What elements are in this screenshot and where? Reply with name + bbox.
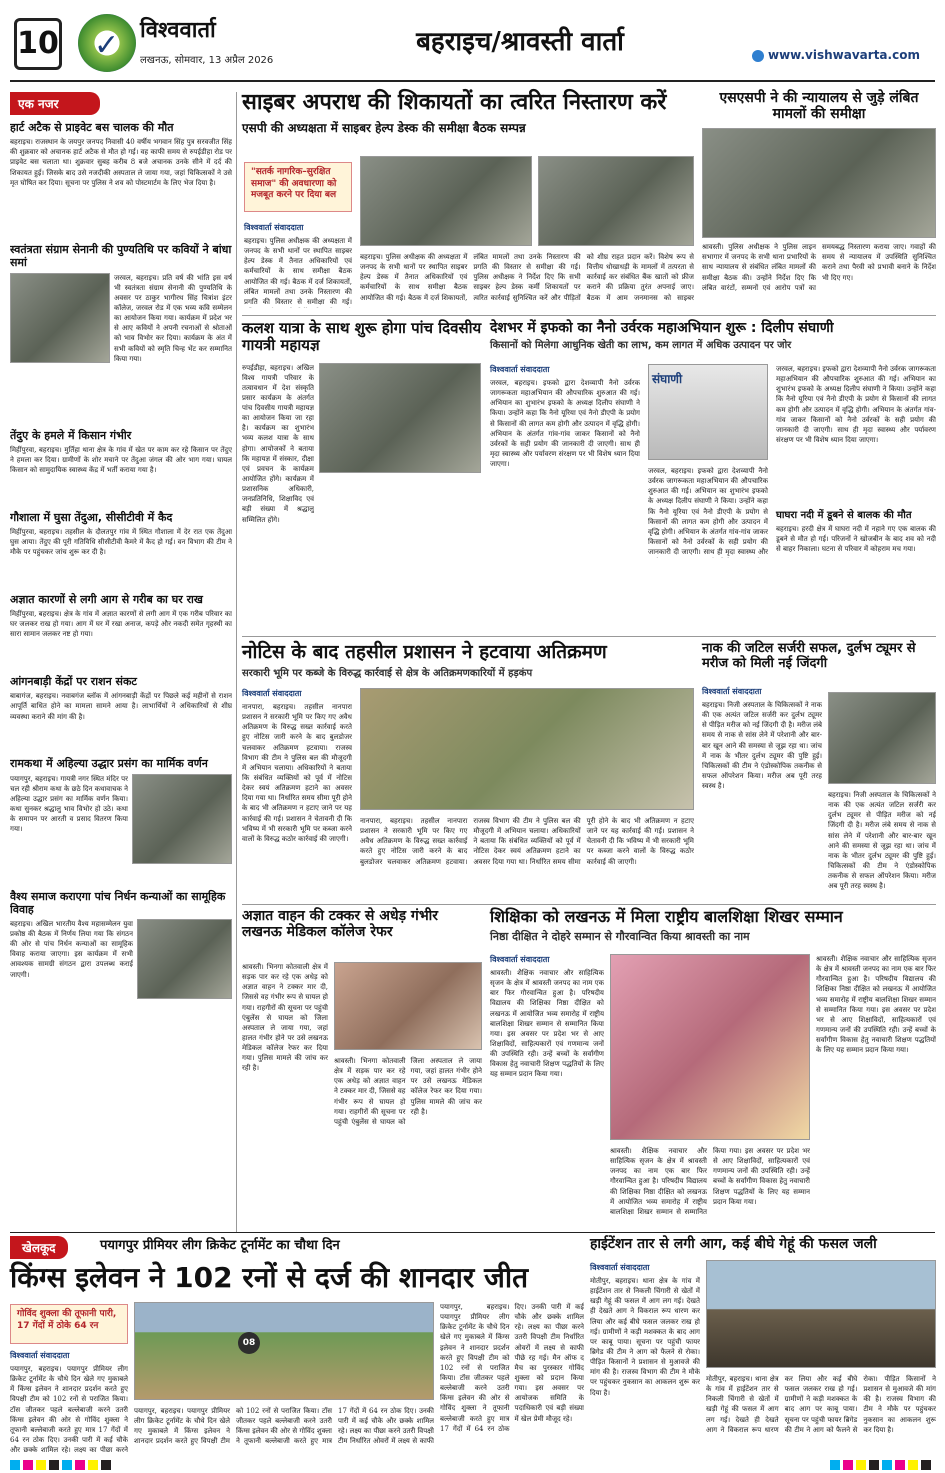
- story-body-cont: श्रावस्ती। शैक्षिक नवाचार और साहित्यिक सृजन के क्षेत्र में श्रावस्ती जनपद का नाम एक बार फिर गौरवान्वित हुआ है। परिषदीय विद्यालय की शिक्षिका निष्ठा दीक्षित को लखनऊ में आयोजित भव्य समारोह में राष्ट्रीय बालशिक्षा शिखर सम्मान से सम्मानित किया गया। इस अवसर पर प्रदेश भर से आए शिक्षाविदों, साहित्यकारों एवं गणमान्य जनों की उपस्थिति रही। उन्हें बच्चों के सर्वांगीण विकास हेतु नवाचारी शिक्षण पद्धतियों के लिए यह सम्मान प्रदान किया गया।: [610, 1147, 810, 1216]
- story-byline: विश्ववार्ता संवाददाता: [242, 689, 302, 698]
- story-body: मोतीपुर, बहराइच। थाना क्षेत्र के गांव में हाईटेंशन तार से निकली चिंगारी से खेतों में खड़ी गेहूं की फसल में आग लग गई। देखते ही देखते आग ने विकराल रूप धारण कर लिया और कई बीघे फसल जलकर राख हो गई। ग्रामीणों ने कड़ी मशक्कत के बाद आग पर काबू पाया। सूचना पर पहुंची फायर ब्रिगेड की टीम ने आग को फैलने से रोका। पीड़ित किसानों ने प्रशासन से मुआवजे की मांग की है। राजस्व विभाग की टीम ने मौके पर पहुंचकर नुकसान का आकलन शुरू कर दिया है।: [590, 1277, 700, 1397]
- sidebar-item-headline: हार्ट अटैक से प्राइवेट बस चालक की मौत: [10, 121, 174, 134]
- sidebar-item-headline: आंगनबाड़ी केंद्रों पर राशन संकट: [10, 675, 137, 689]
- ghaghra-box: [776, 510, 936, 570]
- story-body: बहराइच। हरदी क्षेत्र में घाघरा नदी में नहाने गए एक बालक की डूबने से मौत हो गई। परिजनों ने खोजबीन के बाद शव को नदी से बाहर निकाला। घटना से परिवार में कोहराम मच गया।: [776, 525, 936, 554]
- sidebar-item-headline: स्वतंत्रता संग्राम सेनानी की पुण्यतिथि पर कवियों ने बांधा समां: [10, 243, 232, 270]
- story-body-cont: पयागपुर, बहराइच। पयागपुर प्रीमियर लीग क्रिकेट टूर्नामेंट के चौथे दिन खेले गए मुकाबले में किंग्स इलेवन ने शानदार प्रदर्शन करते हुए विपक्षी टीम को 102 रनों से पराजित किया। टॉस जीतकर पहले बल्लेबाजी करने उतरी किंग्स इलेवन की ओर से गोविंद शुक्ला ने तूफानी बल्लेबाजी करते हुए मात्र 17 गेंदों में 64 रन ठोक दिए। उनकी पारी में कई चौके और छक्के शामिल रहे। लक्ष्य का पीछा करने उतरी विपक्षी टीम निर्धारित ओवरों में लक्ष्य से काफी: [134, 1407, 434, 1446]
- story-body: रुपईडीहा, बहराइच। अखिल विश्व गायत्री परिवार के तत्वावधान में देश संस्कृति प्रसार कार्यक्रम के अंतर्गत पांच दिवसीय गायत्री महायज्ञ का आयोजन किया जा रहा है। कार्यक्रम का शुभारंभ भव्य कलश यात्रा के साथ होगा। आयोजकों ने बताया कि महायज्ञ में संस्कार, दीक्षा एवं प्रवचन के कार्यक्रम आयोजित होंगे। कार्यक्रम में प्रशासनिक अधिकारी, जनप्रतिनिधि, शिक्षाविद एवं बड़ी संख्या में श्रद्धालु सम्मिलित होंगे।: [242, 363, 314, 524]
- sidebar-item-body: मिहींपुरवा, बहराइच। तहसील के दौलतपुर गांव में स्थित गौशाला में देर रात एक तेंदुआ घुस आया। तेंदुए की पूरी गतिविधि सीसीटीवी कैमरे में कैद हो गई। वन विभाग की टीम ने मौके पर पहुंचकर जांच शुरू कर दी है।: [10, 527, 232, 557]
- story-headline: देशभर में इफको का नैनो उर्वरक महाअभियान शुरू : दिलीप संघाणी: [490, 320, 834, 336]
- award-ceremony-photo: [610, 954, 810, 1140]
- sidebar-item: [10, 757, 232, 883]
- story-headline: अज्ञात वाहन की टक्कर से अधेड़ गंभीर लखनऊ मेडिकल कॉलेज रेफर: [242, 908, 439, 941]
- sidebar-item-body: बहराइच। अखिल भारतीय वैश्य महासम्मेलन युवा प्रकोष्ठ की बैठक में निर्णय लिया गया कि संगठन की ओर से पांच निर्धन कन्याओं का सामूहिक विवाह कराया जाएगा। इस कार्यक्रम में सभी आवश्यक सामग्री संगठन द्वारा उपलब्ध कराई जाएगी।: [10, 919, 133, 979]
- sidebar-item-headline: तेंदुए के हमले में किसान गंभीर: [10, 428, 132, 442]
- sidebar-divider: [236, 92, 237, 1232]
- story-body: नानपारा, बहराइच। तहसील नानपारा प्रशासन ने सरकारी भूमि पर किए गए अवैध अतिक्रमण के विरुद्ध सख्त कार्रवाई करते हुए नोटिस जारी करने के बाद बुलडोजर चलवाकर अतिक्रमण हटवाया। राजस्व विभाग की टीम ने पुलिस बल की मौजूदगी में अभियान चलाया। अधिकारियों ने बताया कि संबंधित व्यक्तियों को पूर्व में नोटिस देकर स्वयं अतिक्रमण हटाने का अवसर दिया गया था। निर्धारित समय सीमा पूरी होने के बाद भी अतिक्रमण न हटाए जाने पर यह कार्रवाई की गई। प्रशासन ने चेतावनी दी कि भविष्य में भी सरकारी भूमि पर कब्जा करने वालों के विरुद्ध कठोर कार्रवाई की जाएगी।: [242, 703, 352, 843]
- row-divider: [242, 315, 936, 316]
- sidebar: [10, 92, 232, 1232]
- sidebar-item-headline: अज्ञात कारणों से लगी आग से गरीब का घर राख: [10, 592, 203, 606]
- story-kalash: [242, 320, 482, 630]
- story-subhead: सरकारी भूमि पर कब्जे के विरुद्ध कार्रवाई से क्षेत्र के अतिक्रमणकारियों में हड़कंप: [242, 667, 533, 679]
- injured-photo: [334, 962, 482, 1050]
- story-headline: एसएसपी ने की न्यायालय से जुड़े लंबित मामलों की समीक्षा: [719, 90, 919, 123]
- sidebar-item: [10, 890, 232, 1014]
- story-headline: साइबर अपराध की शिकायतों का त्वरित निस्तारण करें: [242, 90, 667, 115]
- row-divider: [242, 904, 936, 905]
- print-registration-bar: [10, 1460, 111, 1470]
- photo-caption: संघाणी: [652, 372, 683, 386]
- bulldozer-photo: [360, 688, 694, 810]
- sidebar-label: एक नजर: [10, 92, 100, 115]
- story-body: श्रावस्ती। पुलिस अधीक्षक ने पुलिस लाइन सभागार में जनपद के सभी थाना प्रभारियों के साथ न्यायालय से संबंधित लंबित मामलों की समीक्षा बैठक की। उन्होंने निर्देश दिए कि लंबित वारंटों, सम्मनों एवं आरोप पत्रों का समयबद्ध निस्तारण कराया जाए। गवाहों की समय से न्यायालय में उपस्थिति सुनिश्चित कराने तथा पैरवी को प्रभावी बनाने के निर्देश भी दिए गए।: [702, 243, 936, 292]
- meeting-photo: [538, 156, 694, 246]
- story-body-cont: पयागपुर, बहराइच। पयागपुर प्रीमियर लीग क्रिकेट टूर्नामेंट के चौथे दिन खेले गए मुकाबले में किंग्स इलेवन ने शानदार प्रदर्शन करते हुए विपक्षी टीम को 102 रनों से पराजित किया। टॉस जीतकर पहले बल्लेबाजी करने उतरी किंग्स इलेवन की ओर से गोविंद शुक्ला ने तूफानी बल्लेबाजी करते हुए मात्र 17 गेंदों में 64 रन ठोक दिए। उनकी पारी में कई चौके और छक्के शामिल रहे। लक्ष्य का पीछा करने उतरी विपक्षी टीम निर्धारित ओवरों में लक्ष्य से काफी पीछे रह गई। मैन ऑफ द मैच का पुरस्कार गोविंद शुक्ला को प्रदान किया गया। इस अवसर पर आयोजक समिति के पदाधिकारी एवं बड़ी संख्या में खेल प्रेमी मौजूद रहे।: [440, 1303, 584, 1433]
- sports-rule: [10, 1232, 935, 1233]
- story-quote: "सतर्क नागरिक–सुरक्षित समाज" की अवधारणा को मजबूत करने पर दिया बल: [244, 162, 352, 212]
- sidebar-item-body: मिहींपुरवा, बहराइच। क्षेत्र के गांव में अज्ञात कारणों से लगी आग में एक गरीब परिवार का घर जलकर राख हो गया। आग में घर में रखा अनाज, कपड़े और नकदी समेत गृहस्थी का सारा सामान जलकर नष्ट हो गया।: [10, 610, 232, 639]
- masthead: [0, 0, 945, 82]
- story-surgery: [702, 642, 936, 900]
- sidebar-item: [10, 243, 232, 422]
- story-byline: विश्ववार्ता संवाददाता: [244, 223, 304, 232]
- story-body-cont: बहराइच। पुलिस अधीक्षक की अध्यक्षता में जनपद के सभी थानों पर स्थापित साइबर हेल्प डेस्क में तैनात अधिकारियों एवं कर्मचारियों के साथ समीक्षा बैठक आयोजित की गई। बैठक में दर्ज शिकायतों, लंबित मामलों तथा उनके निस्तारण की प्रगति की विस्तार से समीक्षा की गई। पुलिस अधीक्षक ने निर्देश दिए कि सभी साइबर हेल्प डेस्क कर्मी शिकायतों पर त्वरित कार्रवाई सुनिश्चित करें और पीड़ितों को शीघ्र राहत प्रदान करें। विशेष रूप से वित्तीय धोखाधड़ी के मामलों में तत्परता से कार्रवाई कर संबंधित बैंक खातों को फ्रीज कराने की प्रक्रिया तुरंत अपनाई जाए। बैठक में आम जनमानस को साइबर: [360, 253, 694, 302]
- sidebar-item-body: बाबागंज, बहराइच। नवाबगंज ब्लॉक में आंगनबाड़ी केंद्रों पर पिछले कई महीनों से राशन आपूर्ति बाधित होने का मामला सामने आया है। लाभार्थियों ने अधिकारियों से शीघ्र व्यवस्था कराने की मांग की है।: [10, 692, 232, 721]
- sidebar-item: [10, 429, 232, 505]
- story-body: बहराइच। पुलिस अधीक्षक की अध्यक्षता में जनपद के सभी थानों पर स्थापित साइबर हेल्प डेस्क में तैनात अधिकारियों एवं कर्मचारियों के साथ समीक्षा बैठक आयोजित की गई। बैठक में दर्ज शिकायतों, लंबित मामलों तथा उनके निस्तारण की प्रगति की विस्तार से समीक्षा की गई।: [244, 237, 352, 306]
- story-iffco: [490, 320, 936, 630]
- story-body-cont: नानपारा, बहराइच। तहसील नानपारा प्रशासन ने सरकारी भूमि पर किए गए अवैध अतिक्रमण के विरुद्ध सख्त कार्रवाई करते हुए नोटिस जारी करने के बाद बुलडोजर चलवाकर अतिक्रमण हटवाया। राजस्व विभाग की टीम ने पुलिस बल की मौजूदगी में अभियान चलाया। अधिकारियों ने बताया कि संबंधित व्यक्तियों को पूर्व में नोटिस देकर स्वयं अतिक्रमण हटाने का अवसर दिया गया था। निर्धारित समय सीमा पूरी होने के बाद भी अतिक्रमण न हटाए जाने पर यह कार्रवाई की गई। प्रशासन ने चेतावनी दी कि भविष्य में भी सरकारी भूमि पर कब्जा करने वालों के विरुद्ध कठोर कार्रवाई की जाएगी।: [360, 817, 694, 866]
- sidebar-item-body: बहराइच। राजस्थान के जयपुर जनपद निवासी 40 वर्षीय भगवान सिंह पुत्र सरवजीत सिंह की शुक्रवार को अचानक हार्ट अटैक से मौत हो गई। वह काफी समय से रुपईडीहा रोड पर प्राइवेट बस चलाता था। शुक्रवार सुबह करीब 8 बजे अचानक उनके सीने में दर्द की शिकायत हुई। जिसके बाद उसे नजदीकी अस्पताल ले जाया गया, जहां चिकित्सकों ने उसे मृत घोषित कर दिया। सूचना पर पुलिस ने शव को पोस्टमार्टम के लिए भेज दिया है।: [10, 138, 232, 187]
- story-body-cont: श्रावस्ती। शैक्षिक नवाचार और साहित्यिक सृजन के क्षेत्र में श्रावस्ती जनपद का नाम एक बार फिर गौरवान्वित हुआ है। परिषदीय विद्यालय की शिक्षिका निष्ठा दीक्षित को लखनऊ में आयोजित भव्य समारोह में राष्ट्रीय बालशिक्षा शिखर सम्मान से सम्मानित किया गया। इस अवसर पर प्रदेश भर से आए शिक्षाविदों, साहित्यकारों एवं गणमान्य जनों की उपस्थिति रही। उन्हें बच्चों के सर्वांगीण विकास हेतु नवाचारी शिक्षण पद्धतियों के लिए यह सम्मान प्रदान किया गया।: [816, 955, 936, 1055]
- website[interactable]: www.vishwavarta.com: [768, 48, 920, 62]
- story-headline: घाघरा नदी में डूबने से बालक की मौत: [776, 510, 912, 521]
- story-accident: [242, 908, 482, 1226]
- sidebar-item-body: पयागपुर, बहराइच। गायत्री नगर स्थित मंदिर पर चल रही श्रीराम कथा के छठे दिन कथावाचक ने अहिल्या उद्धार प्रसंग का मार्मिक वर्णन किया। कथा सुनकर श्रद्धालु भाव विभोर हो उठे। कथा के समापन पर आरती व प्रसाद वितरण किया गया।: [10, 774, 128, 834]
- sports-kicker: पयागपुर प्रीमियर लीग क्रिकेट टूर्नामेंट का चौथा दिन: [100, 1238, 340, 1253]
- story-body: श्रावस्ती। भिनगा कोतवाली क्षेत्र में सड़क पार कर रहे एक अधेड़ को अज्ञात वाहन ने टक्कर मार दी, जिससे वह गंभीर रूप से घायल हो गया। राहगीरों की सूचना पर पहुंची एंबुलेंस से घायल को जिला अस्पताल ले जाया गया, जहां हालत गंभीर होने पर उसे लखनऊ मेडिकल कॉलेज रेफर कर दिया गया। पुलिस मामले की जांच कर रही है।: [242, 963, 328, 1073]
- doctor-patient-photo: [828, 692, 936, 784]
- story-body: जरवल, बहराइच। इफको द्वारा देशव्यापी नैनो उर्वरक जागरूकता महाअभियान की औपचारिक शुरुआत की गई। अभियान का शुभारंभ इफको के अध्यक्ष दिलीप संघाणी ने किया। उन्होंने कहा कि नैनो यूरिया एवं नैनो डीएपी के प्रयोग से किसानों की लागत कम होगी और उत्पादन में वृद्धि होगी। अभियान के अंतर्गत गांव-गांव जाकर किसानों को नैनो उर्वरकों के सही प्रयोग की जानकारी दी जाएगी। साथ ही मृदा स्वास्थ्य और पर्यावरण संरक्षण पर भी विशेष ध्यान दिया जाएगा।: [490, 379, 640, 469]
- cricket-photo: [134, 1302, 434, 1400]
- scoreboard: 08: [238, 1332, 260, 1354]
- story-subhead: किसानों को मिलेगा आधुनिक खेती का लाभ, कम लागत में अधिक उत्पादन पर जोर: [490, 340, 792, 352]
- story-body: बहराइच। निजी अस्पताल के चिकित्सकों ने नाक की एक अत्यंत जटिल सर्जरी कर दुर्लभ ट्यूमर से पीड़ित मरीज को नई जिंदगी दी है। मरीज लंबे समय से नाक से सांस लेने में परेशानी और बार-बार खून आने की समस्या से जूझ रहा था। जांच में नाक के भीतर दुर्लभ ट्यूमर की पुष्टि हुई। चिकित्सकों की टीम ने एंडोस्कोपिक तकनीक से सफल ऑपरेशन किया। मरीज अब पूरी तरह स्वस्थ है।: [702, 701, 822, 791]
- section-title: बहराइच/श्रावस्ती वार्ता: [416, 27, 624, 57]
- meeting-photo: [137, 919, 232, 999]
- story-sp: [702, 90, 936, 310]
- story-fire: [590, 1236, 936, 1458]
- story-byline: विश्ववार्ता संवाददाता: [590, 1263, 650, 1272]
- sports-headline: किंग्स इलेवन ने 102 रनों से दर्ज की शानदार जीत: [10, 1261, 529, 1294]
- story-headline: कलश यात्रा के साथ शुरू होगा पांच दिवसीय गायत्री महायज्ञ: [242, 319, 482, 355]
- photo-caption: गोविंद शुक्ला की तूफानी पारी, 17 गेंदों में ठोके 64 रन: [10, 1304, 128, 1344]
- story-cyber: [242, 90, 694, 310]
- burnt-field-photo: [706, 1260, 936, 1368]
- sidebar-item-headline: वैश्य समाज कराएगा पांच निर्धन कन्याओं का सामूहिक विवाह: [10, 889, 226, 916]
- story-subhead: एसपी की अध्यक्षता में साइबर हेल्प डेस्क की समीक्षा बैठक सम्पन्न: [242, 121, 526, 136]
- print-registration-bar: [830, 1460, 931, 1470]
- poets-photo: [10, 273, 110, 363]
- story-byline: विश्ववार्ता संवाददाता: [490, 955, 550, 964]
- story-byline: विश्ववार्ता संवाददाता: [10, 1351, 70, 1360]
- story-body-cont: बहराइच। निजी अस्पताल के चिकित्सकों ने नाक की एक अत्यंत जटिल सर्जरी कर दुर्लभ ट्यूमर से पीड़ित मरीज को नई जिंदगी दी है। मरीज लंबे समय से नाक से सांस लेने में परेशानी और बार-बार खून आने की समस्या से जूझ रहा था। जांच में नाक के भीतर दुर्लभ ट्यूमर की पुष्टि हुई। चिकित्सकों की टीम ने एंडोस्कोपिक तकनीक से सफल ऑपरेशन किया। मरीज अब पूरी तरह स्वस्थ है।: [828, 791, 936, 891]
- sidebar-item-headline: गौशाला में घुसा तेंदुआ, सीसीटीवी में कैद: [10, 510, 173, 524]
- story-body: पयागपुर, बहराइच। पयागपुर प्रीमियर लीग क्रिकेट टूर्नामेंट के चौथे दिन खेले गए मुकाबले में किंग्स इलेवन ने शानदार प्रदर्शन करते हुए विपक्षी टीम को 102 रनों से पराजित किया। टॉस जीतकर पहले बल्लेबाजी करने उतरी किंग्स इलेवन की ओर से गोविंद शुक्ला ने तूफानी बल्लेबाजी करते हुए मात्र 17 गेंदों में 64 रन ठोक दिए। उनकी पारी में कई चौके और छक्के शामिल रहे। लक्ष्य का पीछा करने: [10, 1365, 128, 1454]
- masthead-rule: [10, 80, 935, 82]
- story-headline: नोटिस के बाद तहसील प्रशासन ने हटवाया अतिक्रमण: [242, 641, 607, 663]
- ramkatha-photo: [132, 774, 232, 864]
- story-encroach: [242, 642, 694, 900]
- story-subhead: निष्ठा दीक्षित ने दोहरे सम्मान से गौरवान्वित किया श्रावस्ती का नाम: [490, 930, 750, 944]
- story-headline: नाक की जटिल सर्जरी सफल, दुर्लभ ट्यूमर से मरीज को मिली नई जिंदगी: [702, 641, 916, 671]
- story-byline: विश्ववार्ता संवाददाता: [490, 365, 550, 374]
- sports-section: [10, 1236, 584, 1458]
- story-headline: शिक्षिका को लखनऊ में मिला राष्ट्रीय बालशिक्षा शिखर सम्मान: [490, 907, 843, 926]
- paper-name: विश्ववार्ता: [140, 18, 216, 43]
- story-headline: हाईटेंशन तार से लगी आग, कई बीघे गेहूं की फसल जली: [590, 1236, 877, 1252]
- story-award: [490, 908, 936, 1226]
- story-body-cont: जरवल, बहराइच। इफको द्वारा देशव्यापी नैनो उर्वरक जागरूकता महाअभियान की औपचारिक शुरुआत की गई। अभियान का शुभारंभ इफको के अध्यक्ष दिलीप संघाणी ने किया। उन्होंने कहा कि नैनो यूरिया एवं नैनो डीएपी के प्रयोग से किसानों की लागत कम होगी और उत्पादन में वृद्धि होगी। अभियान के अंतर्गत गांव-गांव जाकर किसानों को नैनो उर्वरकों के सही प्रयोग की जानकारी दी जाएगी। साथ ही मृदा स्वास्थ्य और पर्यावरण संरक्षण पर भी विशेष ध्यान दिया जाएगा।: [776, 365, 936, 444]
- story-body-cont: जरवल, बहराइच। इफको द्वारा देशव्यापी नैनो उर्वरक जागरूकता महाअभियान की औपचारिक शुरुआत की गई। अभियान का शुभारंभ इफको के अध्यक्ष दिलीप संघाणी ने किया। उन्होंने कहा कि नैनो यूरिया एवं नैनो डीएपी के प्रयोग से किसानों की लागत कम होगी और उत्पादन में वृद्धि होगी। अभियान के अंतर्गत गांव-गांव जाकर किसानों को नैनो उर्वरकों के सही प्रयोग की जानकारी दी जाएगी। साथ ही मृदा स्वास्थ्य और: [648, 467, 768, 557]
- sidebar-item-body: जरवल, बहराइच। प्रति वर्ष की भांति इस वर्ष भी स्वतंत्रता संग्राम सेनानी की पुण्यतिथि के अवसर पर ठाकुर भागीरथ सिंह चित्रांश इंटर कॉलेज, जरवल रोड में एक भव्य कवि सम्मेलन का आयोजन किया गया। कार्यक्रम में प्रदेश भर से आए कवियों ने अपनी रचनाओं से श्रोताओं को भाव विभोर कर दिया। कार्यक्रम के अंत में सभी कवियों को स्मृति चिन्ह भेंट कर सम्मानित किया गया।: [114, 273, 232, 363]
- globe-icon: [752, 50, 764, 62]
- page-number: 10: [14, 18, 62, 70]
- story-body: श्रावस्ती। शैक्षिक नवाचार और साहित्यिक सृजन के क्षेत्र में श्रावस्ती जनपद का नाम एक बार फिर गौरवान्वित हुआ है। परिषदीय विद्यालय की शिक्षिका निष्ठा दीक्षित को लखनऊ में आयोजित भव्य समारोह में राष्ट्रीय बालशिक्षा शिखर सम्मान से सम्मानित किया गया। इस अवसर पर प्रदेश भर से आए शिक्षाविदों, साहित्यकारों एवं गणमान्य जनों की उपस्थिति रही। उन्हें बच्चों के सर्वांगीण विकास हेतु नवाचारी शिक्षण पद्धतियों के लिए यह सम्मान प्रदान किया गया।: [490, 969, 604, 1079]
- kalash-photo: [319, 363, 481, 473]
- sports-label: खेलकूद: [10, 1236, 68, 1259]
- dateline: लखनऊ, सोमवार, 13 अप्रैल 2026: [140, 55, 274, 66]
- story-byline: विश्ववार्ता संवाददाता: [702, 687, 762, 696]
- sidebar-item-headline: रामकथा में अहिल्या उद्धार प्रसंग का मार्मिक वर्णन: [10, 757, 208, 771]
- sidebar-item-body: मिहींपुरवा, बहराइच। मुर्तिहा थाना क्षेत्र के गांव में खेत पर काम कर रहे किसान पर तेंदुए ने हमला कर दिया। ग्रामीणों के शोर मचाने पर तेंदुआ जंगल की ओर भाग गया। घायल किसान को सामुदायिक स्वास्थ्य केंद्र में भर्ती कराया गया है।: [10, 445, 232, 475]
- sidebar-item: [10, 511, 232, 587]
- sidebar-item: [10, 675, 232, 751]
- logo-check-icon: ✓: [94, 28, 120, 63]
- sp-meeting-photo: [702, 128, 936, 238]
- story-body-cont: मोतीपुर, बहराइच। थाना क्षेत्र के गांव में हाईटेंशन तार से निकली चिंगारी से खेतों में खड़ी गेहूं की फसल में आग लग गई। देखते ही देखते आग ने विकराल रूप धारण कर लिया और कई बीघे फसल जलकर राख हो गई। ग्रामीणों ने कड़ी मशक्कत के बाद आग पर काबू पाया। सूचना पर पहुंची फायर ब्रिगेड की टीम ने आग को फैलने से रोका। पीड़ित किसानों ने प्रशासन से मुआवजे की मांग की है। राजस्व विभाग की टीम ने मौके पर पहुंचकर नुकसान का आकलन शुरू कर दिया है।: [706, 1375, 936, 1434]
- sidebar-item: [10, 121, 232, 237]
- sidebar-item: [10, 593, 232, 669]
- story-body-cont: श्रावस्ती। भिनगा कोतवाली क्षेत्र में सड़क पार कर रहे एक अधेड़ को अज्ञात वाहन ने टक्कर मार दी, जिससे वह गंभीर रूप से घायल हो गया। राहगीरों की सूचना पर पहुंची एंबुलेंस से घायल को जिला अस्पताल ले जाया गया, जहां हालत गंभीर होने पर उसे लखनऊ मेडिकल कॉलेज रेफर कर दिया गया। पुलिस मामले की जांच कर रही है।: [334, 1057, 482, 1126]
- meeting-photo: [360, 156, 532, 246]
- row-divider: [242, 636, 936, 637]
